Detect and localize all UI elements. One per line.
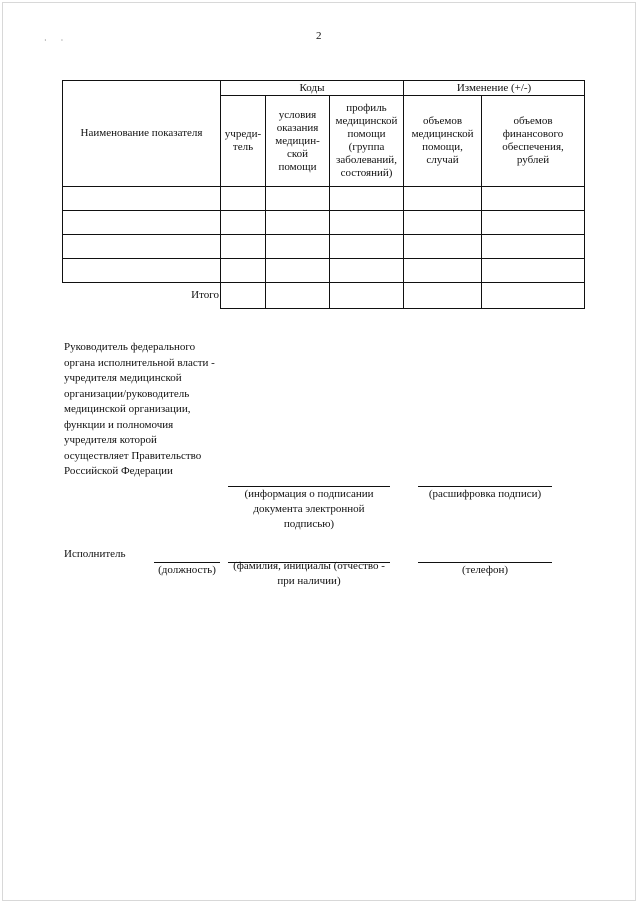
table-cell <box>482 235 585 259</box>
header-codes: Коды <box>221 81 404 96</box>
table-cell <box>266 283 330 309</box>
table-cell <box>330 211 404 235</box>
header-profile: профиль медицинской помощи (группа заболеваний, состояний) <box>330 96 404 187</box>
table-cell <box>330 187 404 211</box>
table-row <box>63 259 585 283</box>
table-cell <box>266 259 330 283</box>
executor-label: Исполнитель <box>64 548 126 560</box>
header-change: Изменение (+/-) <box>404 81 585 96</box>
table-cell <box>482 259 585 283</box>
table-cell <box>482 283 585 309</box>
table-cell <box>266 211 330 235</box>
table-cell <box>63 259 221 283</box>
scan-specks: · · <box>44 36 70 45</box>
table-cell <box>482 187 585 211</box>
header-volume-cases: объемов медицинской помощи, случай <box>404 96 482 187</box>
table-cell <box>221 283 266 309</box>
indicator-table <box>62 80 585 309</box>
header-institution: учреди- тель <box>221 96 266 187</box>
signatory-title: Руководитель федерального органа исполнительной власти - учредителя медицинской организации/руководитель медицинской организации, функции и полномочия учредителя которой осуществляет Правительство Российской Федерации <box>64 341 215 477</box>
table-cell <box>221 211 266 235</box>
signature-info-caption: (информация о подписании документа электронной подписью) <box>244 488 374 530</box>
table-cell <box>63 235 221 259</box>
table-cell <box>330 235 404 259</box>
table-cell <box>221 259 266 283</box>
table-cell <box>330 259 404 283</box>
table-cell <box>266 235 330 259</box>
header-volume-finance: объемов финансового обеспечения, рублей <box>482 96 585 187</box>
table-cell <box>404 187 482 211</box>
page-number: 2 <box>316 30 322 42</box>
header-conditions: условия оказания медицин- ской помощи <box>266 96 330 187</box>
signature-decode-caption: (расшифровка подписи) <box>428 488 542 500</box>
table-cell <box>482 211 585 235</box>
table-cell <box>221 187 266 211</box>
table-row <box>63 235 585 259</box>
phone-caption: (телефон) <box>461 564 509 576</box>
table-cell <box>221 235 266 259</box>
table-cell <box>404 283 482 309</box>
name-caption: (фамилия, инициалы (отчество - при наличии) <box>233 560 385 587</box>
total-label: Итого <box>63 283 221 309</box>
table-cell <box>404 259 482 283</box>
table-cell <box>330 283 404 309</box>
table-row <box>63 187 585 211</box>
table-row <box>63 211 585 235</box>
total-row <box>63 283 585 309</box>
table-cell <box>63 211 221 235</box>
table-cell <box>63 187 221 211</box>
table-cell <box>404 211 482 235</box>
header-indicator-name: Наименование показателя <box>63 81 221 187</box>
position-caption: (должность) <box>158 564 216 576</box>
table-cell <box>404 235 482 259</box>
table-cell <box>266 187 330 211</box>
